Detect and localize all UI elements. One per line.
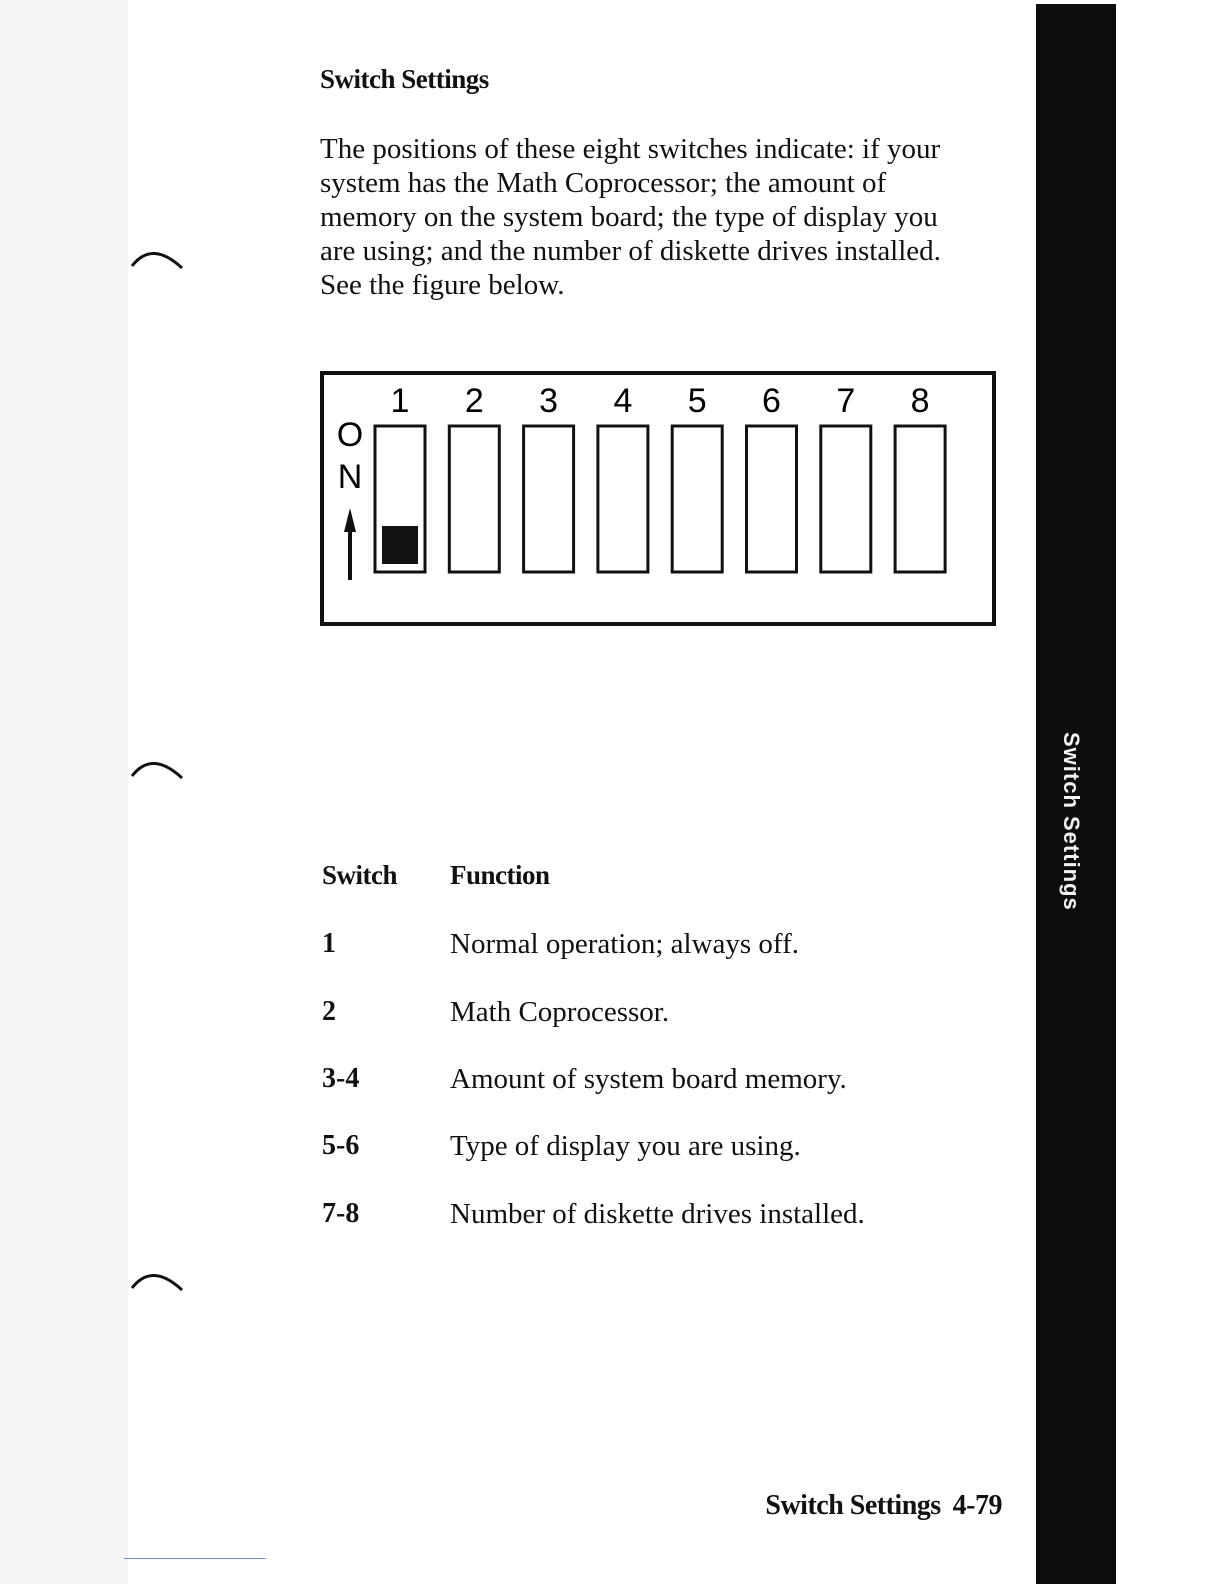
dip-switch-8: [895, 426, 945, 572]
page-left-margin: [0, 0, 128, 1584]
on-label-o: O: [336, 416, 364, 454]
switch-number: 2: [322, 996, 336, 1027]
binder-ring-mark: [130, 1262, 186, 1292]
switch-function: Amount of system board memory.: [450, 1063, 847, 1095]
footer-title: Switch Settings: [765, 1490, 941, 1521]
dip-switch-2: [449, 426, 499, 572]
table-row: [0, 928, 1000, 962]
binder-ring-mark: [130, 240, 186, 270]
switch-number: 1: [322, 928, 336, 959]
switch-number-label: 1: [390, 382, 410, 420]
dip-switch-3: [524, 426, 574, 572]
intro-paragraph: The positions of these eight switches indicate: if your system has the Math Coprocessor; the amount of memory on the system board; the type of display you are using; and the number of diskette drives installed. See the figure below.: [320, 133, 941, 301]
switch-number-label: 7: [836, 382, 856, 420]
arrow-up-icon: [344, 508, 356, 580]
switch-function: Normal operation; always off.: [450, 928, 799, 960]
switch-number: 7-8: [322, 1198, 360, 1229]
switch-column-header: Switch: [322, 860, 398, 890]
switch-function: Type of display you are using.: [450, 1130, 801, 1162]
table-row: [0, 1063, 1000, 1097]
table-row: [0, 996, 1000, 1030]
dip-switch-4: [598, 426, 648, 572]
switch-number-label: 3: [539, 382, 559, 420]
switch-function: Math Coprocessor.: [450, 996, 670, 1028]
switch-function: Number of diskette drives installed.: [450, 1198, 865, 1230]
switch-knob: [382, 526, 418, 564]
table-row: [0, 1198, 1000, 1232]
function-column-header: Function: [450, 860, 550, 890]
switch-number-label: 4: [613, 382, 633, 420]
dip-switch-6: [747, 426, 797, 572]
binder-ring-mark: [130, 750, 186, 780]
page-number: 4-79: [952, 1490, 1002, 1521]
switch-number-label: 2: [464, 382, 484, 420]
dip-switch-5: [672, 426, 722, 572]
switch-number: 3-4: [322, 1063, 360, 1094]
bottom-rule: [124, 1558, 266, 1559]
page-footer: [700, 1490, 1002, 1522]
side-tab-label: Switch Settings: [1059, 732, 1084, 911]
switch-number: 5-6: [322, 1130, 360, 1161]
on-label-n: N: [337, 458, 363, 496]
section-heading: Switch Settings: [320, 64, 489, 94]
dip-switch-figure: [320, 370, 1000, 630]
table-row: [0, 1130, 1000, 1164]
dip-switch-frame: [322, 373, 994, 624]
switch-number-label: 5: [687, 382, 707, 420]
dip-switch-7: [821, 426, 871, 572]
switch-number-label: 8: [910, 382, 930, 420]
switch-number-label: 6: [762, 382, 781, 420]
